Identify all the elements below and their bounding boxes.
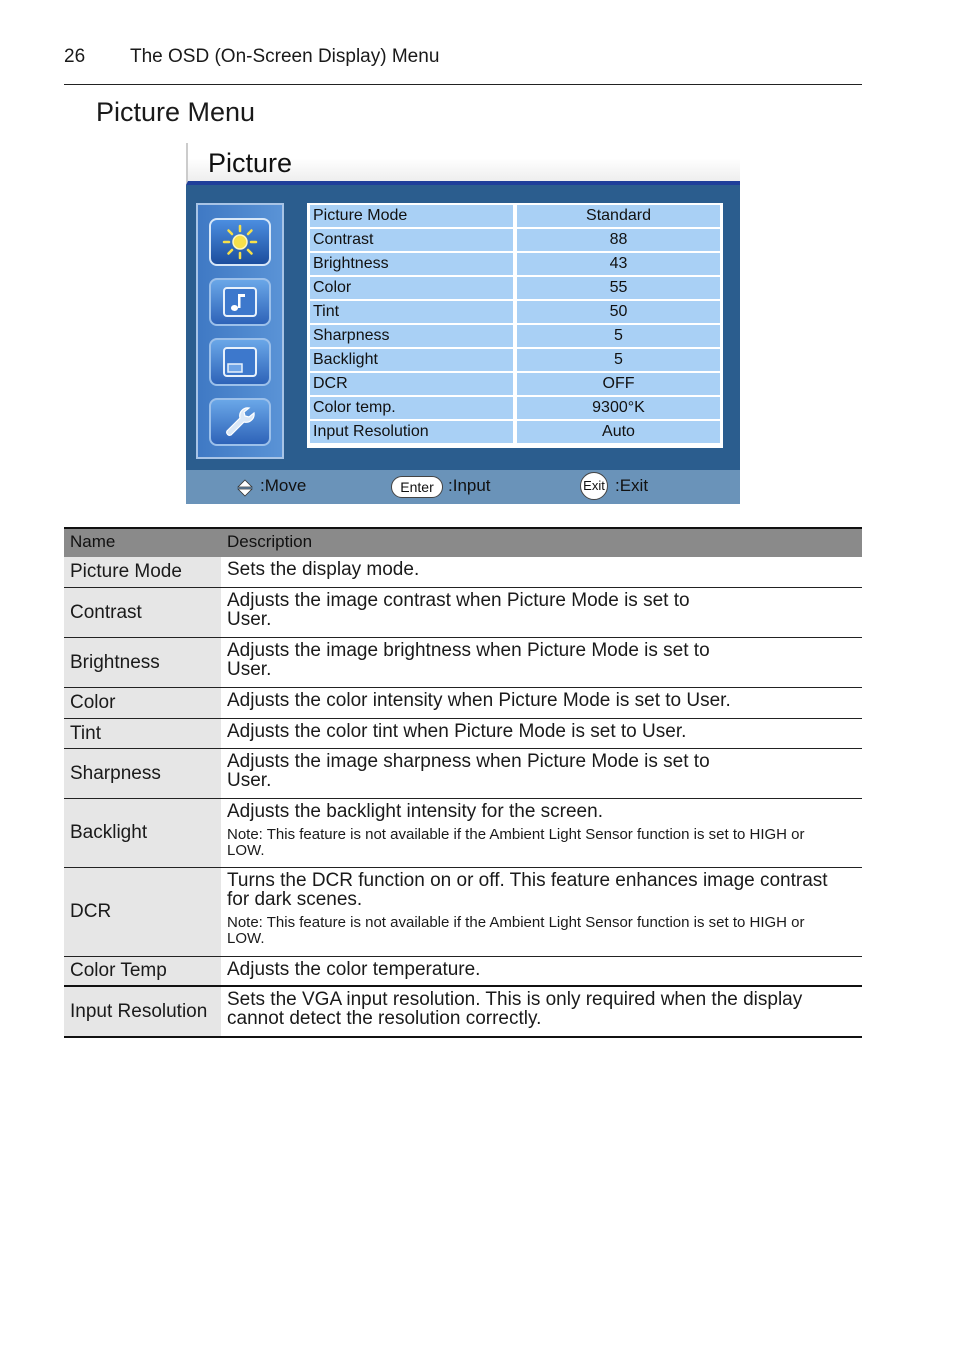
table-row xyxy=(64,987,862,1038)
table-row xyxy=(64,719,862,749)
description-line: User. xyxy=(227,609,272,630)
description-line: Adjusts the backlight intensity for the screen. xyxy=(227,801,603,822)
row-name: Tint xyxy=(64,719,221,748)
osd-row-value: 5 xyxy=(517,349,720,371)
page-number: 26 xyxy=(64,46,86,67)
osd-row[interactable] xyxy=(310,421,720,443)
picture-menu-button[interactable] xyxy=(209,218,271,266)
row-description xyxy=(227,588,846,629)
setup-menu-button[interactable] xyxy=(209,398,271,446)
osd-row-label: Input Resolution xyxy=(310,421,513,443)
header-name: Name xyxy=(70,532,116,551)
osd-row[interactable] xyxy=(310,229,720,251)
osd-row[interactable] xyxy=(310,397,720,419)
description-line: User. xyxy=(227,770,272,791)
osd-sidebar xyxy=(196,203,284,459)
row-description xyxy=(227,719,846,741)
row-description xyxy=(227,749,846,790)
description-line: Turns the DCR function on or off. This feature enhances image contrast xyxy=(227,870,828,891)
description-line: Adjusts the color temperature. xyxy=(227,959,481,980)
table-row xyxy=(64,588,862,638)
table-row xyxy=(64,749,862,799)
osd-row[interactable] xyxy=(310,301,720,323)
row-name: Input Resolution xyxy=(64,987,221,1036)
row-description xyxy=(227,557,846,579)
osd-row-value: 43 xyxy=(517,253,720,275)
enter-key-button[interactable]: Enter xyxy=(391,476,443,498)
table-header xyxy=(64,527,862,557)
row-name: DCR xyxy=(64,868,221,956)
row-name: Picture Mode xyxy=(64,557,221,587)
description-line: Adjusts the image sharpness when Picture Mode is set to xyxy=(227,751,710,772)
row-name: Sharpness xyxy=(64,749,221,798)
osd-row-value: OFF xyxy=(517,373,720,395)
description-line: Sets the display mode. xyxy=(227,559,420,580)
osd-row[interactable] xyxy=(310,205,720,227)
osd-row[interactable] xyxy=(310,349,720,371)
screen-icon xyxy=(223,347,257,377)
table-row xyxy=(64,868,862,957)
description-note: Note: This feature is not available if the Ambient Light Sensor function is set to HIGH or LOW. xyxy=(227,914,805,947)
running-title: The OSD (On-Screen Display) Menu xyxy=(130,46,440,67)
osd-row-label: Sharpness xyxy=(310,325,513,347)
description-note: Note: This feature is not available if the Ambient Light Sensor function is set to HIGH or LOW. xyxy=(227,826,805,859)
description-line: Adjusts the image contrast when Picture Mode is set to xyxy=(227,590,690,611)
music-note-icon xyxy=(223,287,257,317)
osd-row-label: DCR xyxy=(310,373,513,395)
row-description xyxy=(227,957,846,979)
description-line: Adjusts the color intensity when Picture Mode is set to User. xyxy=(227,690,731,711)
osd-row[interactable] xyxy=(310,253,720,275)
row-description xyxy=(227,638,846,679)
description-line: User. xyxy=(227,659,272,680)
osd-settings-grid xyxy=(307,203,723,448)
osd-row-label: Tint xyxy=(310,301,513,323)
table-row xyxy=(64,688,862,719)
osd-row-label: Color temp. xyxy=(310,397,513,419)
row-name: Brightness xyxy=(64,638,221,687)
row-name: Color xyxy=(64,688,221,718)
osd-row-value: 50 xyxy=(517,301,720,323)
table-row xyxy=(64,957,862,987)
move-hint: :Move xyxy=(260,476,307,495)
display-menu-button[interactable] xyxy=(209,338,271,386)
table-row xyxy=(64,638,862,688)
header-description: Description xyxy=(227,532,313,551)
osd-row[interactable] xyxy=(310,373,720,395)
table-row xyxy=(64,799,862,868)
osd-row-label: Color xyxy=(310,277,513,299)
input-hint: :Input xyxy=(448,476,491,495)
osd-row-value: Standard xyxy=(517,205,720,227)
osd-row[interactable] xyxy=(310,325,720,347)
osd-row-label: Picture Mode xyxy=(310,205,513,227)
osd-panel xyxy=(186,143,740,504)
osd-row-label: Backlight xyxy=(310,349,513,371)
exit-hint: :Exit xyxy=(615,476,649,495)
description-line: Adjusts the color tint when Picture Mode is set to User. xyxy=(227,721,687,742)
sun-icon xyxy=(222,224,258,260)
description-line: for dark scenes. xyxy=(227,889,363,910)
up-down-arrows-icon xyxy=(236,479,254,497)
page-header xyxy=(64,44,862,85)
wrench-icon xyxy=(222,404,258,440)
section-title: Picture Menu xyxy=(96,97,256,127)
description-line: cannot detect the resolution correctly. xyxy=(227,1008,542,1029)
osd-title: Picture xyxy=(208,148,293,178)
osd-row-label: Brightness xyxy=(310,253,513,275)
osd-footer xyxy=(186,470,740,504)
osd-row-value: 55 xyxy=(517,277,720,299)
osd-row[interactable] xyxy=(310,277,720,299)
osd-row-value: 88 xyxy=(517,229,720,251)
audio-menu-button[interactable] xyxy=(209,278,271,326)
osd-row-value: 5 xyxy=(517,325,720,347)
row-description xyxy=(227,799,846,859)
row-name: Backlight xyxy=(64,799,221,867)
description-line: Sets the VGA input resolution. This is only required when the display xyxy=(227,989,803,1010)
row-description xyxy=(227,868,846,947)
row-name: Contrast xyxy=(64,588,221,637)
osd-row-label: Contrast xyxy=(310,229,513,251)
osd-row-value: Auto xyxy=(517,421,720,443)
row-description xyxy=(227,688,846,710)
description-line: Adjusts the image brightness when Picture Mode is set to xyxy=(227,640,710,661)
osd-row-value: 9300°K xyxy=(517,397,720,419)
row-name: Color Temp xyxy=(64,957,221,985)
row-description xyxy=(227,987,846,1028)
osd-title-bar xyxy=(186,143,740,185)
exit-key-button[interactable]: Exit xyxy=(580,472,608,500)
table-row xyxy=(64,557,862,588)
